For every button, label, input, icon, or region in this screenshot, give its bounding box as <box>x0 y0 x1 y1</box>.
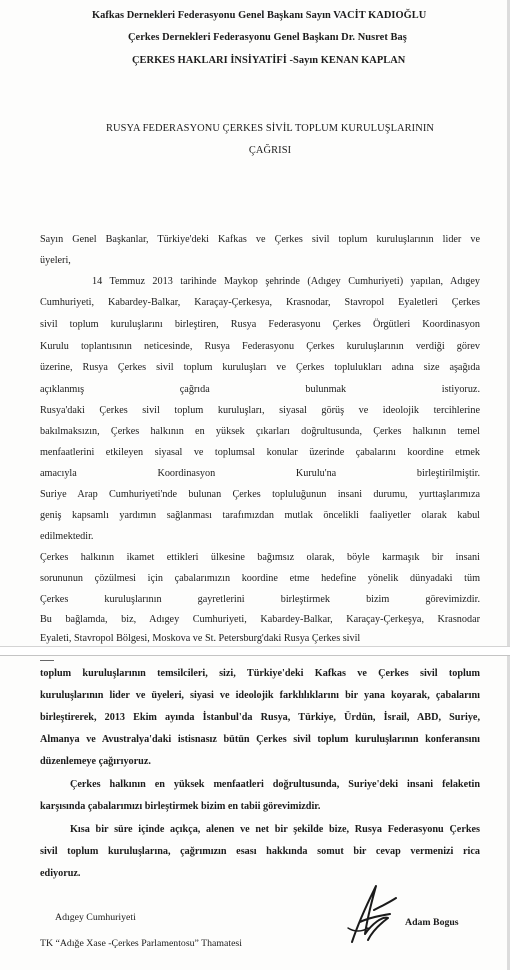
addressee-line-3: ÇERKES HAKLARI İNSİYATİFİ -Sayın KENAN KAPLAN <box>132 55 406 66</box>
body-line: üyeleri, <box>40 255 71 266</box>
page-mark <box>40 660 54 661</box>
body-line: karşısında çabalarımızı birleştirmek bizim en tabii görevimizdir. <box>40 801 321 812</box>
addressee-line-2: Çerkes Dernekleri Federasyonu Genel Başkanı Dr. Nusret Baş <box>128 32 407 43</box>
handwritten-signature <box>338 880 402 950</box>
body-line: 14 Temmuz 2013 tarihinde Maykop şehrinde (Adıgey Cumhuriyeti) yapılan, Adıgey <box>92 276 480 287</box>
body-line: Çerkes halkının ikamet ettikleri ülkesine bağımsız olarak, böyle karmaşık bir insani <box>40 552 480 563</box>
signatory-title: TK “Adığe Xase -Çerkes Parlamentosu” Thamatesi <box>40 938 242 949</box>
body-line: Kısa bir süre içinde açıkça, alenen ve net bir şekilde bize, Rusya Federasyonu Çerkes <box>70 824 480 835</box>
body-line: Cumhuriyeti, Kabardey-Balkar, Karaçay-Çerkesya, Krasnodar, Stavropol Eyaletleri Çerkes <box>40 297 480 308</box>
body-line: Kurulu toplantısının neticesinde, Rusya Federasyonu Çerkes kuruluşlarının verdiği görev <box>40 341 480 352</box>
signatory-name: Adam Bogus <box>405 917 459 928</box>
body-line: kuruluşlarının lider ve üyeleri, siyasi ve ideolojik farklılıklarını bir yana koyarak, çabalarını <box>40 690 480 701</box>
body-line: bakılmaksızın, Çerkes halkının en yüksek çıkarları doğrultusunda, Çerkes halkının temel <box>40 426 480 437</box>
body-line: edilmektedir. <box>40 531 94 542</box>
body-line: Suriye Arap Cumhuriyeti'nde bulunan Çerkes topluluğunun insani durumu, yurttaşlarımıza <box>40 489 480 500</box>
body-line: Çerkes halkının en yüksek menfaatleri doğrultusunda, Suriye'deki insani felaketin <box>70 779 480 790</box>
body-line: düzenlemeye çağırıyoruz. <box>40 756 151 767</box>
body-line: Çerkes kuruluşlarının gayretlerini birleştirmek bizim görevimizdir. <box>40 594 480 605</box>
signatory-organization: Adıgey Cumhuriyeti <box>55 912 136 923</box>
body-line: sivil toplum kuruluşlarına, çağrımızın esası hakkında somut bir cevap vermenizi rica <box>40 846 480 857</box>
body-line: Sayın Genel Başkanlar, Türkiye'deki Kafkas ve Çerkes sivil toplum kuruluşlarının lider ve <box>40 234 480 245</box>
body-line: menfaatlerini etkileyen siyasal ve toplumsal konular üzerinde çabalarını koordine etmek <box>40 447 480 458</box>
body-line: geniş kapsamlı yardımın sağlanması tarafımızdan mutlak öncelikli faaliyetler olarak kabul <box>40 510 480 521</box>
body-line: Bu bağlamda, biz, Adıgey Cumhuriyeti, Kabardey-Balkar, Karaçay-Çerkeşya, Krasnodar <box>40 614 480 625</box>
body-line: açıklanmış çağrıda bulunmak istiyoruz. <box>40 384 480 395</box>
body-line: Rusya'daki Çerkes sivil toplum kuruluşları, siyasal görüş ve ideolojik tercihlerine <box>40 405 480 416</box>
addressee-line-1: Kafkas Dernekleri Federasyonu Genel Başkanı Sayın VACİT KADIOĞLU <box>92 10 427 21</box>
body-line: amacıyla Koordinasyon Kurulu'na birleştirilmiştir. <box>40 468 480 479</box>
body-line: toplum kuruluşlarının temsilcileri, sizi, Türkiye'deki Kafkas ve Çerkes sivil toplum <box>40 668 480 679</box>
body-line: ediyoruz. <box>40 868 81 879</box>
page-break <box>0 646 510 656</box>
body-line: sorununun çözülmesi için çabalarımızın koordine etme hedefine yönelik dünyadaki tüm <box>40 573 480 584</box>
body-line: üzerine, Rusya Çerkes sivil toplum kuruluşları ve Çerkes toplulukları adına size aşağıda <box>40 362 480 373</box>
document-title-line-2: ÇAĞRISI <box>248 145 292 156</box>
body-line: Almanya ve Avustralya'daki istisnasız bütün Çerkes sivil toplum kuruluşlarının konferansını <box>40 734 480 745</box>
body-line: birleştirerek, 2013 Ekim ayında İstanbul'da Rusya, Türkiye, Ürdün, İsrail, ABD, Suriye, <box>40 712 480 723</box>
body-line: sivil toplum kuruluşlarını birleştiren, Rusya Federasyonu Çerkes Örgütleri Koordinasyon <box>40 319 480 330</box>
body-line: Eyaleti, Stavropol Bölgesi, Moskova ve St. Petersburg'daki Rusya Çerkes sivil <box>40 633 361 644</box>
document-title-line-1: RUSYA FEDERASYONU ÇERKES SİVİL TOPLUM KURULUŞLARININ <box>105 123 434 134</box>
